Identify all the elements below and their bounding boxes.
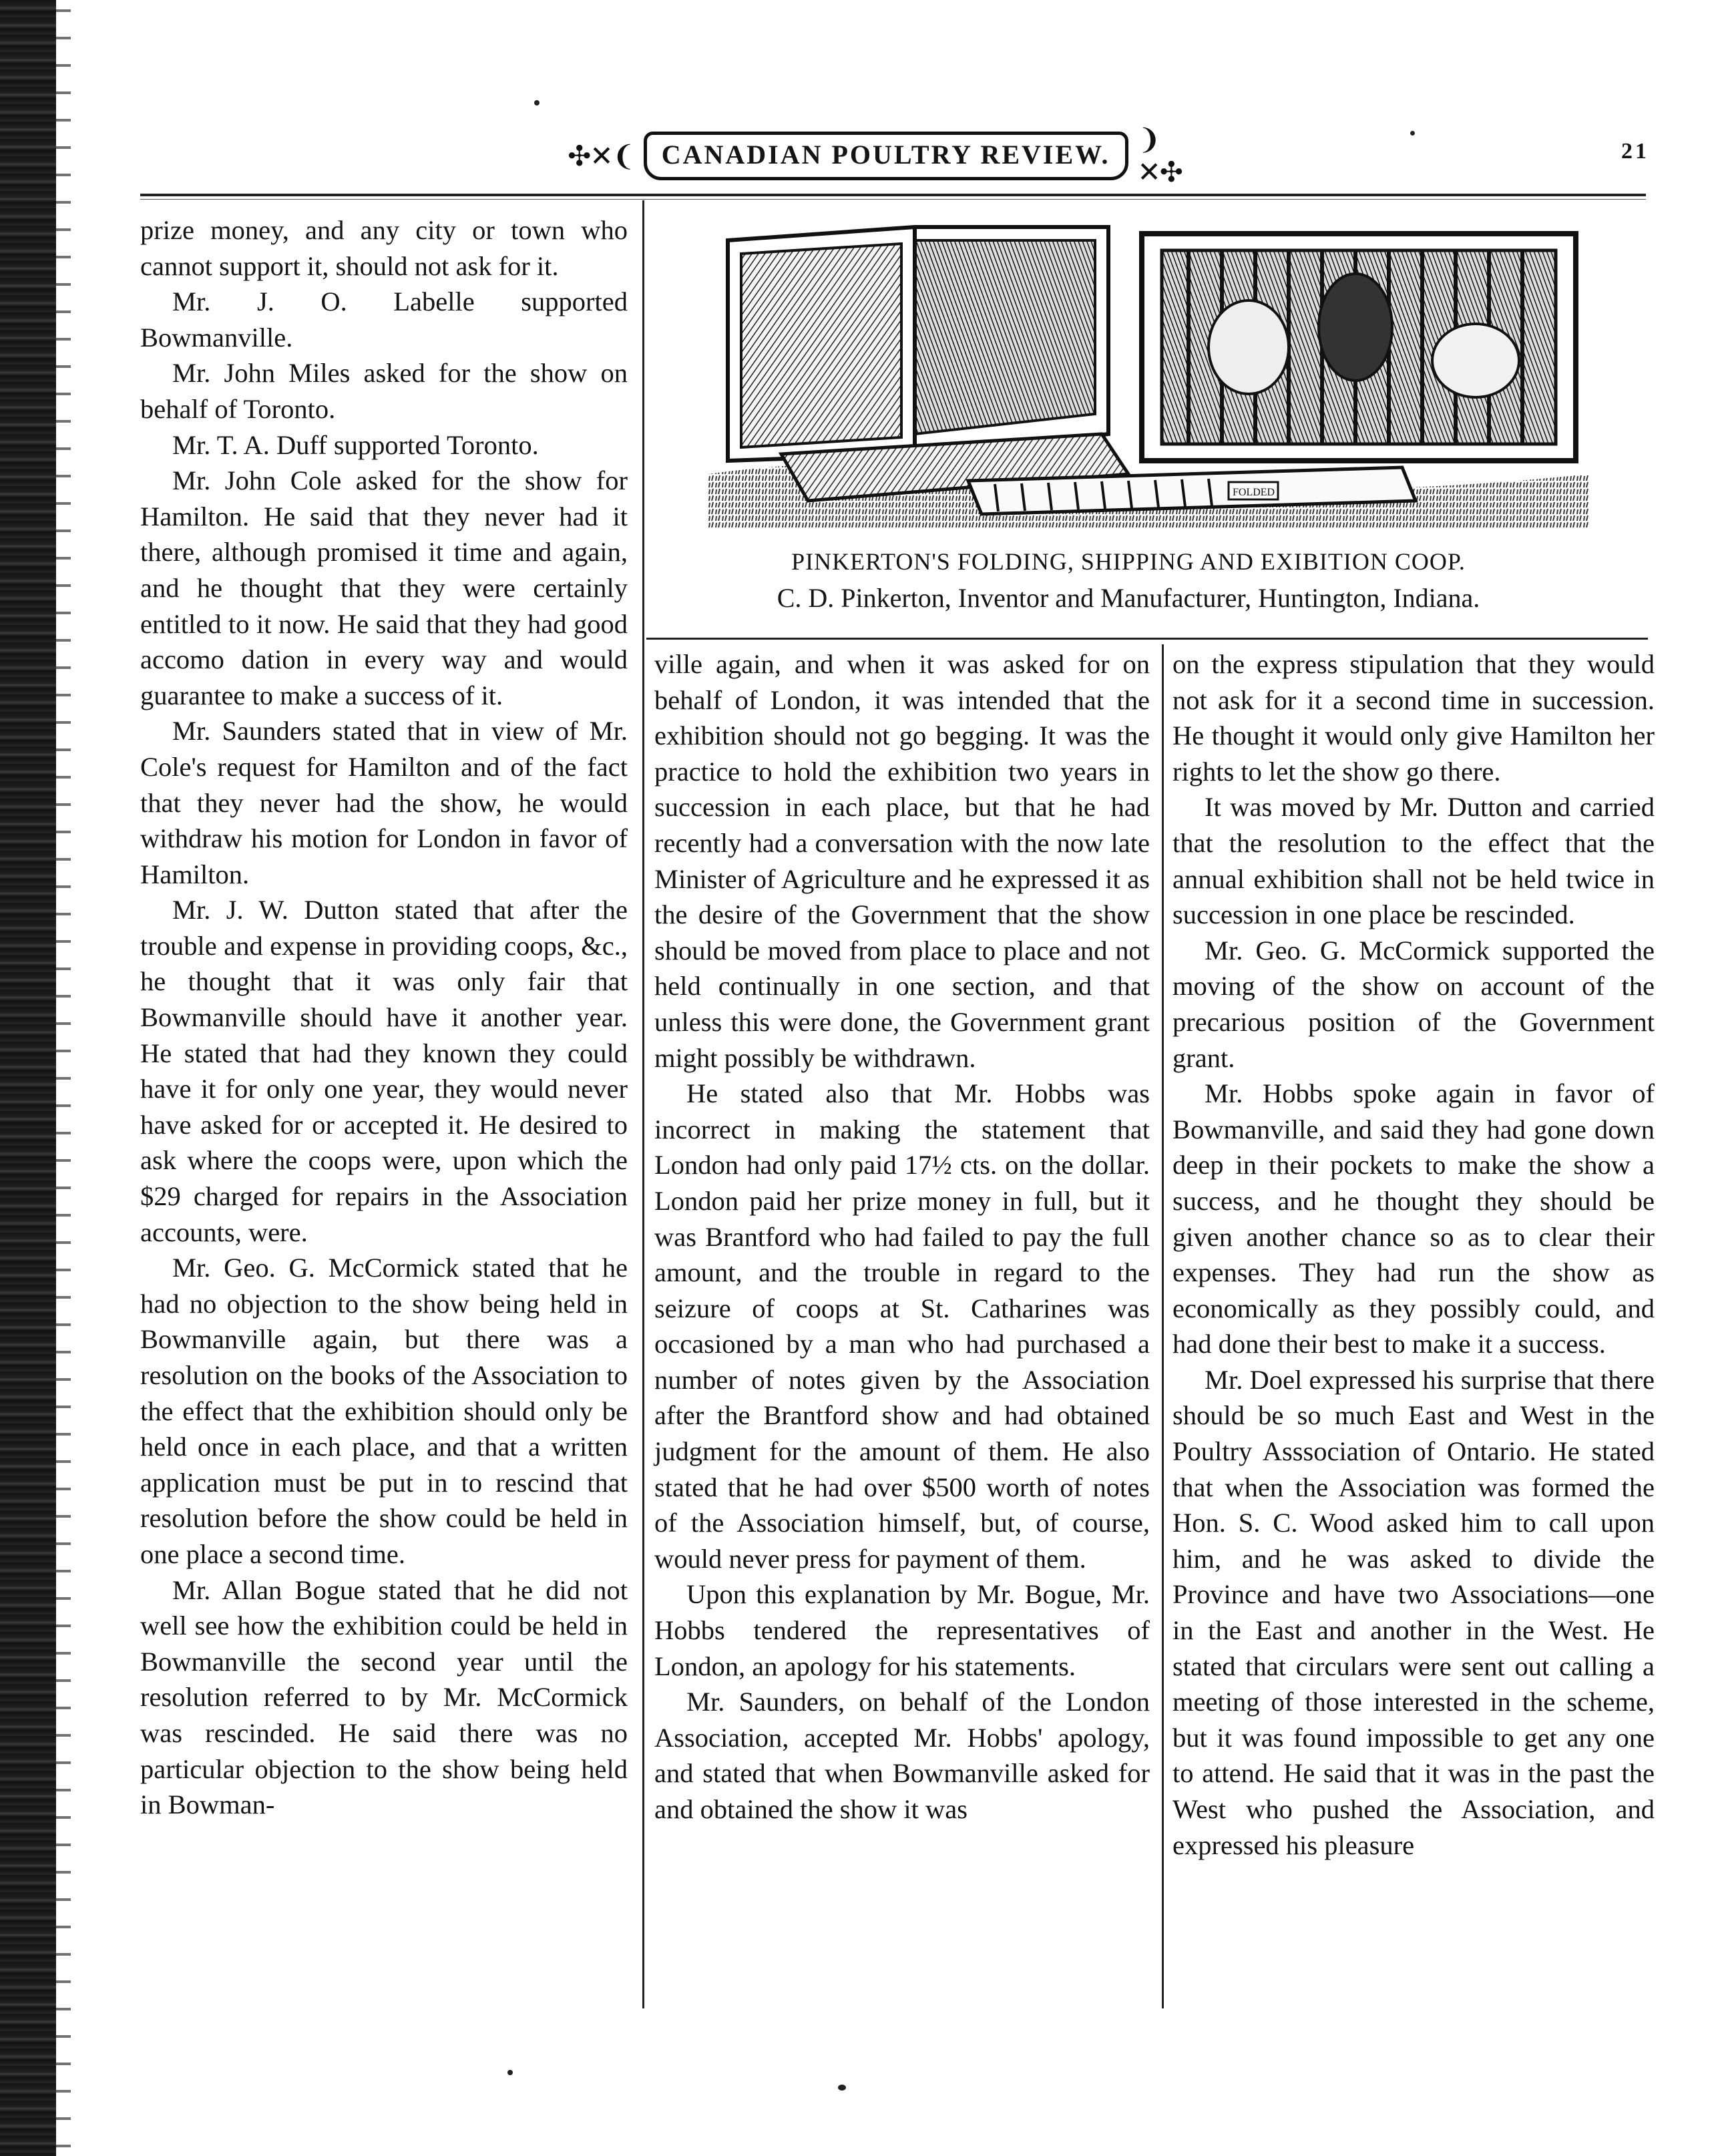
paragraph: Mr. Saunders stated that in view of Mr. Cole's request for Hamilton and of the fact that they never had the show, he would withdraw his motion for London in favor of Hamilton. [140,716,628,889]
publication-title: CANADIAN POULTRY REVIEW. [644,132,1128,180]
paragraph: Mr. Saunders, on behalf of the London Association, accepted Mr. Hobbs' apology, and stated that when Bowmanville asked for and obtained the show it was [654,1687,1150,1824]
figure-caption-credit: C. D. Pinkerton, Inventor and Manufacturer, Huntington, Indiana. [777,583,1480,613]
figure-bottom-rule [646,638,1648,640]
paragraph: Mr. John Cole asked for the show for Hamilton. He said that they never had it there, although promised it time and again, and he thought that they were certainly entitled to it now. He said that they had good accomo dation in every way and would guarantee to make a success of it. [140,465,628,710]
paragraph: on the express stipulation that they would not ask for it a second time in succession. He thought it would only give Hamilton her rights to let the show go there. [1172,649,1655,787]
paragraph: He stated also that Mr. Hobbs was incorrect in making the statement that London had only paid 17½ cts. on the dollar. London paid her prize money in full, but it was Brantford who had failed to pay the full amount, and the trouble in regard to the seizure of coops at St. Catharines was occasioned by a man who had purchased a number of notes given by the Association after the Brantford show and had obtained judgment for the amount of them. He also stated that he had over $500 worth of notes of the Association himself, but, of course, would never press for payment of them. [654,1078,1150,1574]
paragraph: It was moved by Mr. Dutton and carried that the resolution to the effect that the annual exhibition shall not be held twice in succession in one place be rescinded. [1172,792,1655,930]
text-column-3 [1172,646,1655,1863]
paragraph: Mr. Doel expressed his surprise that there should be so much East and West in the Poultry Asssociation of Ontario. He stated that when the Association was formed the Hon. S. C. Wood asked him to call upon him, and he was asked to divide the Province and have two Associations—one in the East and another in the West. He stated that circulars were sent out calling a meeting of those interested in the scheme, but it was found impossible to get any one to attend. He said that it was in the past the West who pushed the Association, and expressed his pleasure [1172,1364,1655,1860]
paragraph: Mr. J. O. Labelle supported Bowmanville. [140,286,628,353]
text-column-2 [654,646,1150,1827]
paragraph: ville again, and when it was asked for on behalf of London, it was intended that the exhibition should not go begging. It was the practice to hold the exhibition two years in succession in each place, but that he had recently had a conversation with the now late Minister of Agriculture and he expressed it as the desire of the Government that the show should be moved from place to place and not held continually in one section, and that unless this were done, the Government grant might possibly be withdrawn. [654,649,1150,1073]
paragraph: Mr. John Miles asked for the show on behalf of Toronto. [140,358,628,424]
masthead [568,119,1182,192]
figure-caption-title: PINKERTON'S FOLDING, SHIPPING AND EXIBITION COOP. [791,548,1466,575]
paragraph: Mr. Hobbs spoke again in favor of Bowmanville, and said they had gone down deep in their pockets to make the show a success, and he thought they should be given another chance so as to clear their expenses. They had run the show as economically as they possibly could, and had done their best to make it a success. [1172,1078,1655,1359]
column-divider-2 [1162,644,1164,2008]
scan-edge-shadow [0,0,56,2156]
column-divider-1 [642,200,644,2008]
paragraph: Upon this explanation by Mr. Bogue, Mr. Hobbs tendered the representatives of London, an apology for his statements. [654,1579,1150,1681]
page-number: 21 [1621,139,1649,164]
text-column-1 [140,212,628,1823]
folded-tag: FOLDED [1233,487,1275,498]
paragraph: Mr. Geo. G. McCormick supported the moving of the show on account of the precarious position of the Government grant. [1172,935,1655,1073]
scan-speck [1410,131,1415,136]
header-rule [140,194,1646,196]
right-ornament-icon: ❩✕✣ [1137,123,1182,188]
scan-speck [507,2070,513,2075]
paragraph: prize money, and any city or town who cannot support it, should not ask for it. [140,215,628,281]
paragraph: Mr. T. A. Duff supported Toronto. [172,429,539,460]
scan-speck [838,2085,846,2091]
coop-illustration [701,214,1596,527]
header-rule-thin [140,199,1646,200]
paragraph: Mr. J. W. Dutton stated that after the trouble and expense in providing coops, &c., he thought that it was only fair that Bowmanville should have it another year. He stated that had they known they could have it for only one year, they would never have asked for or accepted it. He desired to ask where the coops were, upon which the $29 charged for repairs in the Association accounts, were. [140,895,628,1247]
paragraph: Mr. Geo. G. McCormick stated that he had no objection to the show being held in Bowmanville again, but there was a resolution on the books of the Association to the effect that the exhibition should only be held once in each place, and that a written application must be put in to rescind that resolution before the show could be held in one place a second time. [140,1253,628,1569]
paragraph: Mr. Allan Bogue stated that he did not well see how the exhibition could be held in Bowmanville the second year until the resolution referred to by Mr. McCormick was rescinded. He said there was no particular objection to the show being held in Bowman- [140,1574,628,1820]
scan-speck [534,100,540,105]
left-ornament-icon: ✣✕❨ [568,139,634,172]
